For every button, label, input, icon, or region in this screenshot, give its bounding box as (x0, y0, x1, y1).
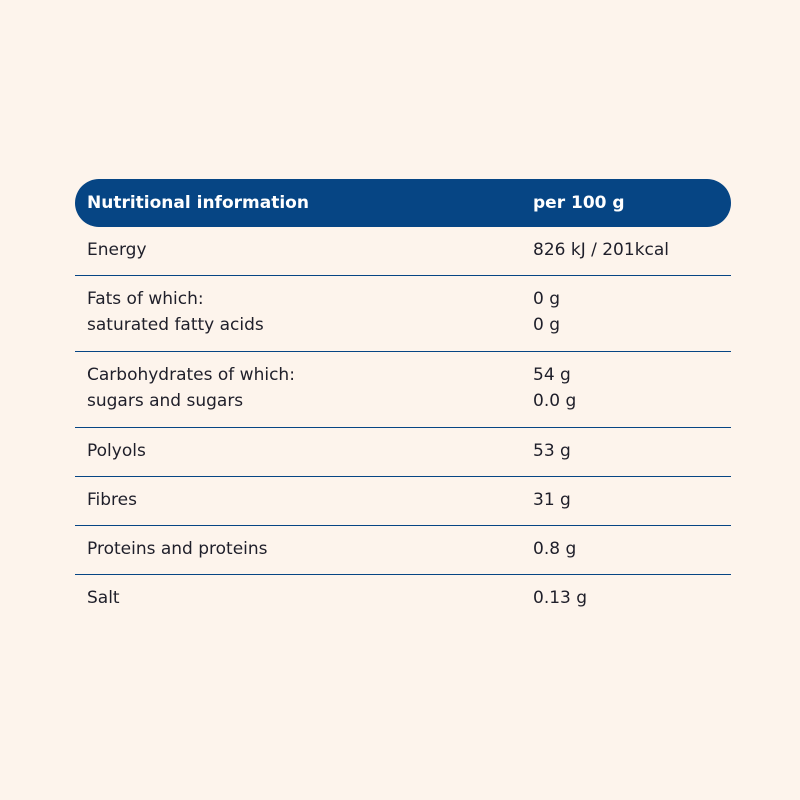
nutrient-name (87, 237, 147, 263)
nutrient-name (87, 487, 137, 513)
table-row-salt (75, 575, 731, 623)
nutrient-sublabel: sugars and sugars (87, 391, 244, 411)
nutrient-name (87, 286, 264, 338)
nutrient-sublabel: saturated fatty acids (87, 315, 264, 335)
nutrient-subamount: 0 g (533, 315, 561, 335)
nutrient-name (87, 536, 268, 562)
nutrition-table-header (75, 179, 731, 227)
nutrient-label: Salt (87, 588, 120, 608)
nutrient-value (533, 585, 587, 611)
nutrient-name (87, 362, 295, 414)
nutrient-value (533, 438, 571, 464)
nutrient-amount: 826 kJ / 201kcal (533, 240, 670, 260)
nutrient-label: Polyols (87, 441, 146, 461)
table-row-fats (75, 276, 731, 352)
nutrient-name (87, 585, 120, 611)
nutrient-label: Proteins and proteins (87, 539, 268, 559)
table-row-proteins (75, 526, 731, 575)
nutrient-label: Energy (87, 240, 147, 260)
nutrient-label: Carbohydrates of which: (87, 365, 295, 385)
nutrient-label: Fats of which: (87, 289, 204, 309)
table-row-energy (75, 227, 731, 276)
nutrient-value (533, 237, 669, 263)
nutrient-value (533, 362, 576, 414)
nutrient-amount: 0 g (533, 289, 561, 309)
nutrient-amount: 54 g (533, 365, 571, 385)
nutrient-value (533, 487, 571, 513)
table-row-carbohydrates (75, 352, 731, 428)
nutrient-amount: 53 g (533, 441, 571, 461)
nutrient-subamount: 0.0 g (533, 391, 577, 411)
header-label: Nutritional information (87, 193, 309, 213)
nutrient-name (87, 438, 146, 464)
table-row-polyols (75, 428, 731, 477)
nutrient-amount: 0.13 g (533, 588, 588, 608)
nutrient-amount: 0.8 g (533, 539, 577, 559)
nutrient-value (533, 286, 560, 338)
table-row-fibres (75, 477, 731, 526)
nutrition-table (75, 179, 731, 623)
nutrient-label: Fibres (87, 490, 137, 510)
header-unit: per 100 g (533, 193, 625, 213)
nutrient-value (533, 536, 576, 562)
nutrient-amount: 31 g (533, 490, 571, 510)
